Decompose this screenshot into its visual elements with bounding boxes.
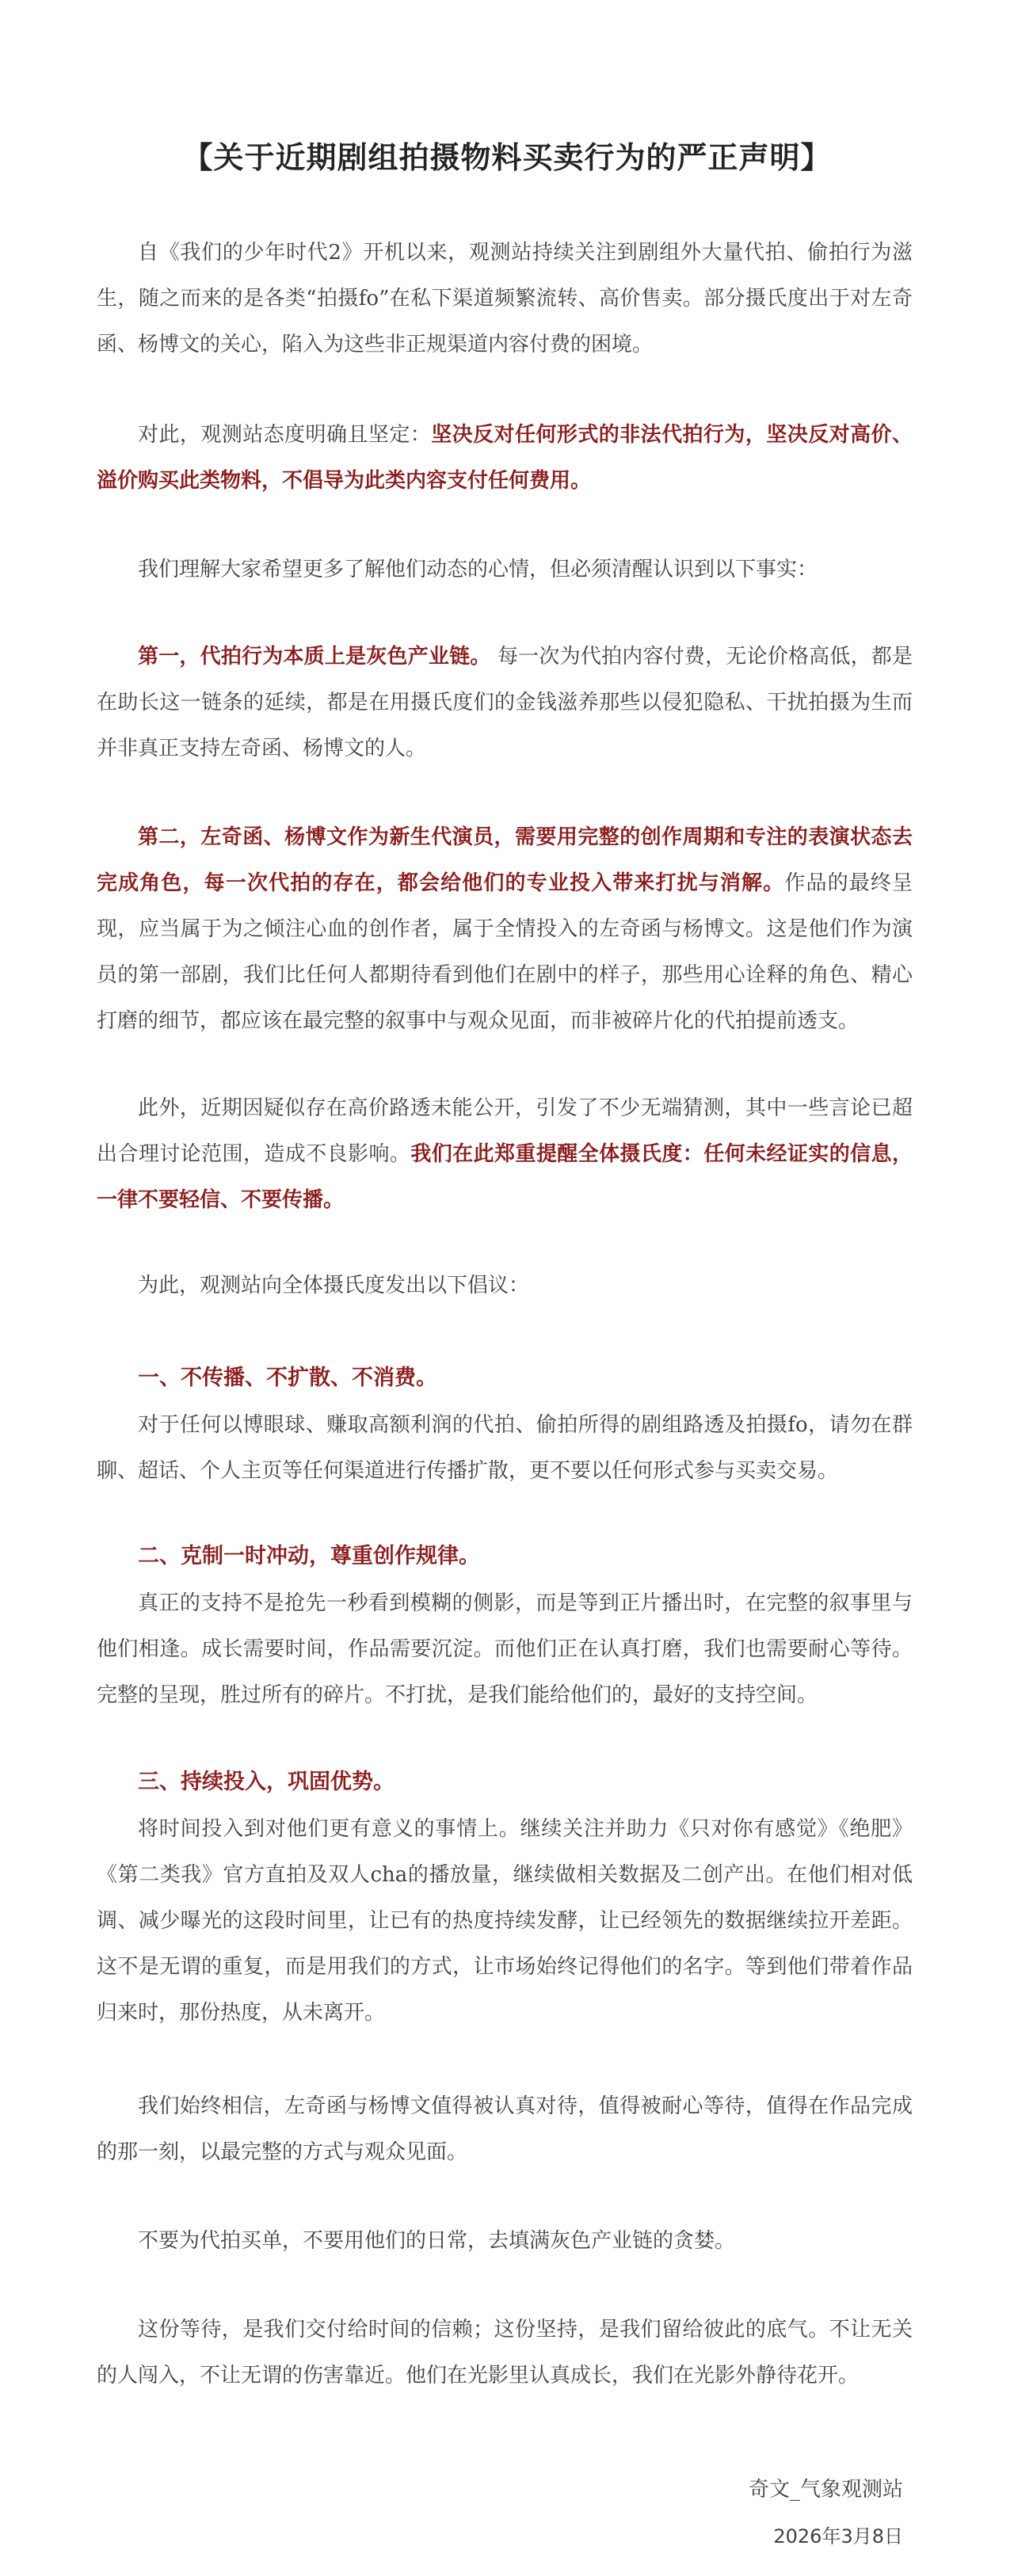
paragraph-rumor: [97, 1085, 913, 1223]
paragraph-fact-two: [97, 814, 913, 1044]
initiative-two-text: 真正的支持不是抢先一秒看到模糊的侧影，而是等到正片播出时，在完整的叙事里与他们相逢。成长需要时间，作品需要沉淀。而他们正在认真打磨，我们也需要耐心等待。完整的呈现，胜过所有的碎片。不打扰，是我们能给他们的，最好的支持空间。: [97, 1591, 913, 1707]
initiative-heading-one: 一、不传播、不扩散、不消费。: [138, 1366, 437, 1390]
initiative-intro-text: 为此，观测站向全体摄氏度发出以下倡议：: [138, 1274, 530, 1298]
initiative-heading-three: 三、持续投入，巩固优势。: [138, 1770, 395, 1794]
paragraph-closing: [97, 2307, 913, 2399]
rumor-warning-text: 我们在此郑重提醒全体摄氏度：任何未经证实的信息，一律不要轻信、不要传播。: [97, 1142, 913, 1212]
fact-one-text: 每一次为代拍内容付费，无论价格高低，都是在助长这一链条的延续，都是在用摄氏度们的金钱滋养那些以侵犯隐私、干扰拍摄为生而并非真正支持左奇函、杨博文的人。: [97, 645, 913, 760]
paragraph-initiative-one: [97, 1402, 913, 1494]
paragraph-belief: [97, 2083, 913, 2175]
rumor-text: 此外，近期因疑似存在高价路透未能公开，引发了不少无端猜测，其中一些言论已超出合理讨论范围，造成不良影响。: [97, 1096, 913, 1166]
paragraph-dont-pay: [97, 2218, 913, 2264]
paragraph-initiative-three: [97, 1806, 913, 2036]
initiative-one-text: 对于任何以博眼球、赚取高额利润的代拍、偷拍所得的剧组路透及拍摄fo，请勿在群聊、超话、个人主页等任何渠道进行传播扩散，更不要以任何形式参与买卖交易。: [97, 1413, 913, 1483]
paragraph-intro: [97, 230, 913, 368]
statement-title: 【关于近期剧组拍摄物料买卖行为的严正声明】: [182, 139, 832, 175]
dont-pay-text: 不要为代拍买单，不要用他们的日常，去填满灰色产业链的贪婪。: [138, 2229, 736, 2253]
paragraph-fact-one: [97, 634, 913, 772]
fact-two-text: 作品的最终呈现，应当属于为之倾注心血的创作者，属于全情投入的左奇函与杨博文。这是他们作为演员的第一部剧，我们比任何人都期待看到他们在剧中的样子，那些用心诠释的角色、精心打磨的细节，都应该在最完整的叙事中与观众见面，而非被碎片化的代拍提前透支。: [97, 871, 913, 1033]
initiative-heading-two: 二、克制一时冲动，尊重创作规律。: [138, 1544, 480, 1568]
paragraph-stance: [97, 412, 913, 504]
fact-two-emphasis: 第二，左奇函、杨博文作为新生代演员，需要用完整的创作周期和专注的表演状态去完成角色，每一次代拍的存在，都会给他们的专业投入带来打扰与消解。: [97, 825, 913, 895]
paragraph-understanding: [97, 547, 913, 593]
stance-lead-text: 对此，观测站态度明确且坚定：: [138, 423, 432, 447]
closing-text: 这份等待，是我们交付给时间的信赖；这份坚持，是我们留给彼此的底气。不让无关的人闯入，不让无谓的伤害靠近。他们在光影里认真成长，我们在光影外静待花开。: [97, 2318, 913, 2387]
stance-emphasis-text: 坚决反对任何形式的非法代拍行为，坚决反对高价、溢价购买此类物料，不倡导为此类内容支付任何费用。: [97, 423, 913, 493]
signature-name: 奇文_气象观测站: [748, 2478, 903, 2502]
fact-one-heading: 第一，代拍行为本质上是灰色产业链。: [138, 645, 491, 669]
initiative-three-text: 将时间投入到对他们更有意义的事情上。继续关注并助力《只对你有感觉》《绝肥》《第二类我》官方直拍及双人cha的播放量，继续做相关数据及二创产出。在他们相对低调、减少曝光的这段时间里，让已有的热度持续发酵，让已经领先的数据继续拉开差距。这不是无谓的重复，而是用我们的方式，让市场始终记得他们的名字。等到他们带着作品归来时，那份热度，从未离开。: [97, 1817, 913, 2025]
paragraph-initiative-intro: [97, 1263, 913, 1309]
belief-text: 我们始终相信，左奇函与杨博文值得被认真对待，值得被耐心等待，值得在作品完成的那一刻，以最完整的方式与观众见面。: [97, 2094, 913, 2164]
signature-date: 2026年3月8日: [773, 2525, 903, 2547]
paragraph-understanding-text: 我们理解大家希望更多了解他们动态的心情，但必须清醒认识到以下事实：: [138, 558, 818, 581]
paragraph-intro-text: 自《我们的少年时代2》开机以来，观测站持续关注到剧组外大量代拍、偷拍行为滋生，随之而来的是各类“拍摄fo”在私下渠道频繁流转、高价售卖。部分摄氏度出于对左奇函、杨博文的关心，陷入为这些非正规渠道内容付费的困境。: [97, 241, 913, 356]
paragraph-initiative-two: [97, 1580, 913, 1718]
